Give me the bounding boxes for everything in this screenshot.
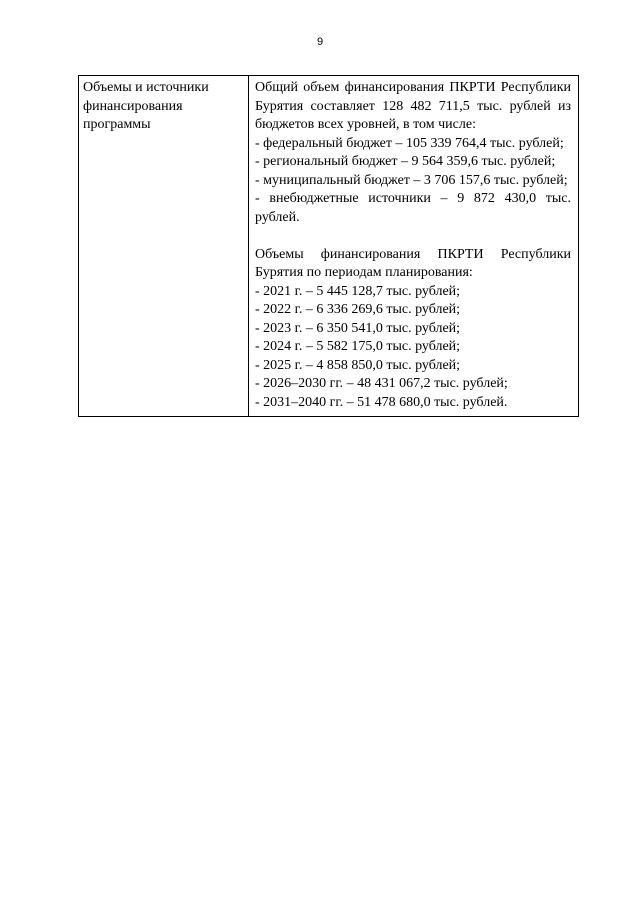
funding-label-cell: Объемы и источники финансирования программы — [79, 76, 249, 417]
period-2024: - 2024 г. – 5 582 175,0 тыс. рублей; — [255, 339, 461, 354]
source-federal: - федеральный бюджет – 105 339 764,4 тыс. рублей; — [255, 135, 564, 151]
period-2025: - 2025 г. – 4 858 850,0 тыс. рублей; — [255, 357, 461, 373]
source-municipal: - муниципальный бюджет – 3 706 157,6 тыс. рублей; — [255, 172, 568, 188]
funding-content-cell — [249, 76, 579, 417]
total-funding-paragraph: Общий объем финансирования ПКРТИ Республики Бурятия составляет 128 482 711,5 тыс. рублей из бюджетов всех уровней, в том числе: — [255, 80, 571, 132]
period-2023: - 2023 г. – 6 350 541,0 тыс. рублей; — [255, 320, 461, 336]
period-2026-2030: - 2026–2030 гг. – 48 431 067,2 тыс. рублей; — [255, 376, 508, 391]
page-number: 9 — [316, 36, 324, 48]
paragraph-spacer — [255, 227, 571, 246]
period-2021: - 2021 г. – 5 445 128,7 тыс. рублей; — [255, 283, 461, 299]
periods-intro-paragraph: Объемы финансирования ПКРТИ Республики Бурятия по периодам планирования: — [255, 246, 571, 280]
period-2022: - 2022 г. – 6 336 269,6 тыс. рублей; — [255, 302, 461, 317]
program-passport-table — [78, 75, 579, 417]
source-extrabudgetary: - внебюджетные источники – 9 872 430,0 тыс. рублей. — [255, 191, 571, 225]
period-2031-2040: - 2031–2040 гг. – 51 478 680,0 тыс. рублей. — [255, 394, 508, 410]
source-regional: - региональный бюджет – 9 564 359,6 тыс. рублей; — [255, 154, 556, 169]
funding-row — [79, 76, 579, 417]
